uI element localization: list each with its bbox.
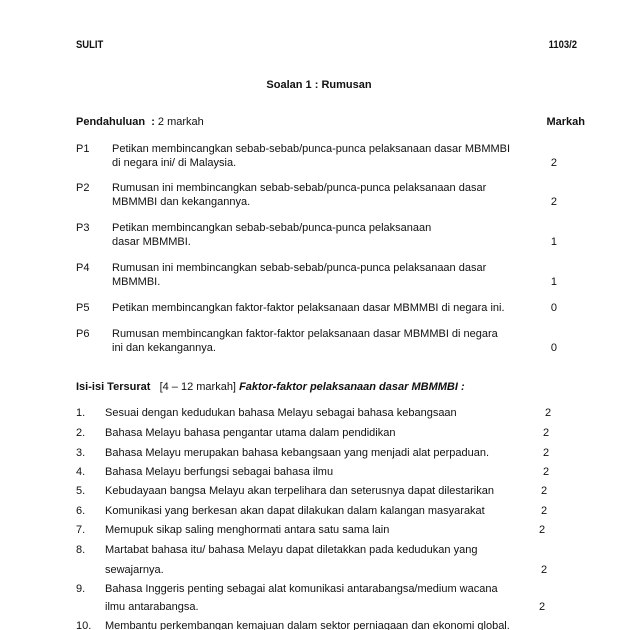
isi-range: [4 – 12 markah] <box>159 381 236 393</box>
header-paper-code: 1103/2 <box>548 39 577 51</box>
isi-item-number: 2. <box>76 427 86 439</box>
p-item-text <box>112 182 486 209</box>
pendahuluan-marks-info: 2 markah <box>157 116 204 128</box>
p-item-line2: ini dan kekangannya. <box>112 341 216 354</box>
isi-item-mark: 2 <box>541 485 548 497</box>
isi-subheading: Faktor-faktor pelaksanaan dasar MBMMBI : <box>239 381 465 393</box>
p-item-mark: 0 <box>550 342 557 354</box>
p-item-text <box>112 302 505 316</box>
p-item-line1: Rumusan ini membincangkan sebab-sebab/punca-punca pelaksanaan dasar <box>112 182 487 194</box>
p-item-label: P1 <box>76 143 90 155</box>
p-item-label: P4 <box>76 262 90 274</box>
p-item-mark: 0 <box>550 302 557 314</box>
markah-column-header: Markah <box>546 116 585 128</box>
p-item-line1: Petikan membincangkan sebab-sebab/punca-punca pelaksanaan <box>112 222 432 234</box>
isi-item-number: 3. <box>76 447 86 459</box>
pendahuluan-separator: : <box>151 116 155 128</box>
isi-item-text-cont: ilmu antarabangsa. <box>105 601 199 613</box>
p-item-mark: 2 <box>550 157 557 169</box>
p-item-label: P6 <box>76 328 90 340</box>
isi-item-text: Memupuk sikap saling menghormati antara satu sama lain <box>105 524 390 536</box>
isi-item-mark: 2 <box>543 427 550 439</box>
isi-item-number: 1. <box>76 407 86 419</box>
isi-heading <box>76 381 465 393</box>
isi-item-mark: 2 <box>545 407 552 419</box>
isi-item-mark: 2 <box>541 505 548 517</box>
p-item-text <box>112 328 498 355</box>
p-item-mark: 1 <box>550 236 557 248</box>
p-item-line1: Rumusan membincangkan faktor-faktor pelaksanaan dasar MBMMBI di negara <box>112 328 498 340</box>
isi-item-text: Komunikasi yang berkesan akan dapat dilakukan dalam kalangan masyarakat <box>105 505 485 517</box>
isi-item-text: Martabat bahasa itu/ bahasa Melayu dapat diletakkan pada kedudukan yang <box>105 544 478 556</box>
p-item-line2: MBMMBI dan kekangannya. <box>112 195 251 208</box>
isi-item-text-cont: sewajarnya. <box>105 564 164 576</box>
p-item-line1: Petikan membincangkan sebab-sebab/punca-punca pelaksanaan dasar MBMMBI <box>112 143 511 155</box>
isi-item-text: Sesuai dengan kedudukan bahasa Melayu sebagai bahasa kebangsaan <box>105 407 457 419</box>
p-item-line2: dasar MBMMBI. <box>112 235 191 248</box>
isi-item-text: Bahasa Melayu merupakan bahasa kebangsaan yang menjadi alat perpaduan. <box>105 447 490 459</box>
isi-item-text: Bahasa Inggeris penting sebagai alat komunikasi antarabangsa/medium wacana <box>105 583 498 595</box>
isi-item-number: 9. <box>76 583 86 595</box>
isi-item-number: 10. <box>76 620 92 630</box>
isi-item-text: Bahasa Melayu bahasa pengantar utama dalam pendidikan <box>105 427 396 439</box>
isi-item-number: 7. <box>76 524 86 536</box>
isi-label: Isi-isi Tersurat <box>76 381 151 393</box>
p-item-line1: Petikan membincangkan faktor-faktor pelaksanaan dasar MBMMBI di negara ini. <box>112 302 505 314</box>
isi-item-mark: 2 <box>541 564 548 576</box>
isi-item-text: Kebudayaan bangsa Melayu akan terpelihara dan seterusnya dapat dilestarikan <box>105 485 494 497</box>
p-item-text <box>112 222 431 249</box>
p-item-text <box>112 262 486 289</box>
p-item-mark: 1 <box>550 276 557 288</box>
p-item-line2: MBMMBI. <box>112 275 161 288</box>
isi-item-text: Membantu perkembangan kemajuan dalam sektor perniagaan dan ekonomi global. <box>105 620 510 630</box>
isi-item-number: 4. <box>76 466 86 478</box>
isi-item-mark: 2 <box>539 524 546 536</box>
p-item-label: P3 <box>76 222 90 234</box>
header-classification: SULIT <box>76 39 104 51</box>
p-item-label: P5 <box>76 302 90 314</box>
p-item-label: P2 <box>76 182 90 194</box>
p-item-line1: Rumusan ini membincangkan sebab-sebab/punca-punca pelaksanaan dasar <box>112 262 487 274</box>
isi-item-number: 6. <box>76 505 86 517</box>
isi-item-number: 8. <box>76 544 86 556</box>
pendahuluan-label: Pendahuluan <box>76 116 146 128</box>
p-item-line2: di negara ini/ di Malaysia. <box>112 156 237 169</box>
isi-item-mark: 2 <box>543 447 550 459</box>
isi-item-mark: 2 <box>539 601 546 613</box>
page-title: Soalan 1 : Rumusan <box>266 79 372 91</box>
isi-item-text: Bahasa Melayu berfungsi sebagai bahasa ilmu <box>105 466 334 478</box>
p-item-mark: 2 <box>550 196 557 208</box>
pendahuluan-heading <box>76 116 204 128</box>
isi-item-mark: 2 <box>543 466 550 478</box>
isi-item-number: 5. <box>76 485 86 497</box>
p-item-text <box>112 143 510 170</box>
